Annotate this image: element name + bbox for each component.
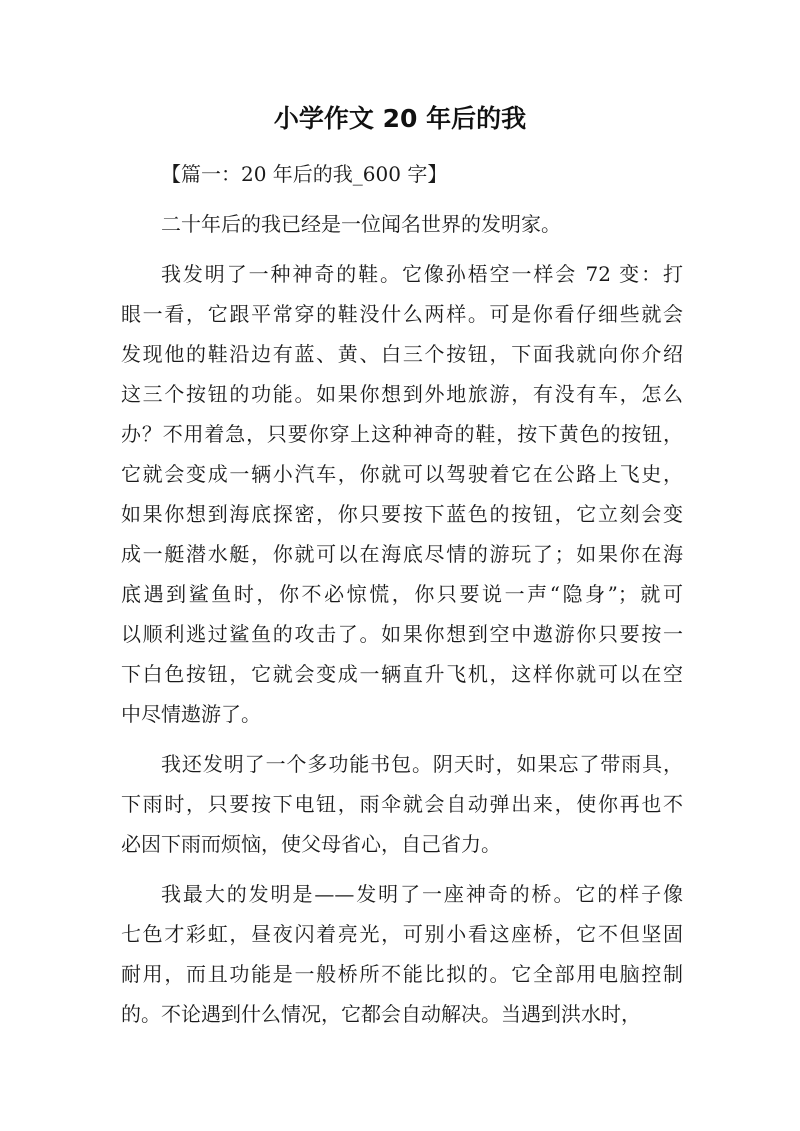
text-line: 必因下雨而烦恼，使父母省心，自己省力。 <box>121 832 501 856</box>
text-line: 下雨时，只要按下电钮，雨伞就会自动弹出来，使你再也不 <box>121 792 683 816</box>
page-title: 小学作文 20 年后的我 <box>273 104 527 133</box>
text-line: 如果你想到海底探密，你只要按下蓝色的按钮，它立刻会变 <box>121 502 683 526</box>
text-line: 以顺利逃过鲨鱼的攻击了。如果你想到空中遨游你只要按一 <box>121 622 683 646</box>
paragraph <box>121 204 683 244</box>
paragraph <box>121 874 683 1034</box>
text-line: 发现他的鞋沿边有蓝、黄、白三个按钮，下面我就向你介绍 <box>121 342 683 366</box>
paragraph-spacing <box>121 194 683 204</box>
text-line: 它就会变成一辆小汽车，你就可以驾驶着它在公路上飞史， <box>121 462 683 486</box>
text-line: 我发明了一种神奇的鞋。它像孙梧空一样会 72 变：打 <box>161 262 683 286</box>
paragraph-spacing <box>121 734 683 744</box>
paragraph-spacing <box>121 244 683 254</box>
text-line: 【篇一：20 年后的我_600 字】 <box>161 162 448 186</box>
text-line: 我最大的发明是——发明了一座神奇的桥。它的样子像 <box>161 882 683 906</box>
text-line: 这三个按钮的功能。如果你想到外地旅游，有没有车，怎么 <box>121 382 683 406</box>
text-line: 底遇到鲨鱼时，你不必惊慌，你只要说一声“隐身”；就可 <box>121 582 683 606</box>
text-line: 办？不用着急，只要你穿上这种神奇的鞋，按下黄色的按钮， <box>121 422 683 446</box>
text-line: 成一艇潜水艇，你就可以在海底尽情的游玩了；如果你在海 <box>121 542 683 566</box>
text-line: 二十年后的我已经是一位闻名世界的发明家。 <box>161 212 561 236</box>
text-line: 下白色按钮，它就会变成一辆直升飞机，这样你就可以在空 <box>121 662 683 686</box>
text-line: 我还发明了一个多功能书包。阴天时，如果忘了带雨具， <box>161 752 683 776</box>
paragraph <box>121 744 683 864</box>
text-line: 眼一看，它跟平常穿的鞋没什么两样。可是你看仔细些就会 <box>121 302 683 326</box>
paragraph <box>121 154 683 194</box>
text-line: 中尽情遨游了。 <box>121 702 261 726</box>
paragraph <box>121 254 683 734</box>
text-line: 七色才彩虹，昼夜闪着亮光，可别小看这座桥，它不但坚固 <box>121 922 683 946</box>
document-body <box>121 154 683 1034</box>
text-line: 耐用，而且功能是一般桥所不能比拟的。它全部用电脑控制 <box>121 962 683 986</box>
paragraph-spacing <box>121 864 683 874</box>
text-line: 的。不论遇到什么情况，它都会自动解决。当遇到洪水时， <box>121 1002 641 1026</box>
